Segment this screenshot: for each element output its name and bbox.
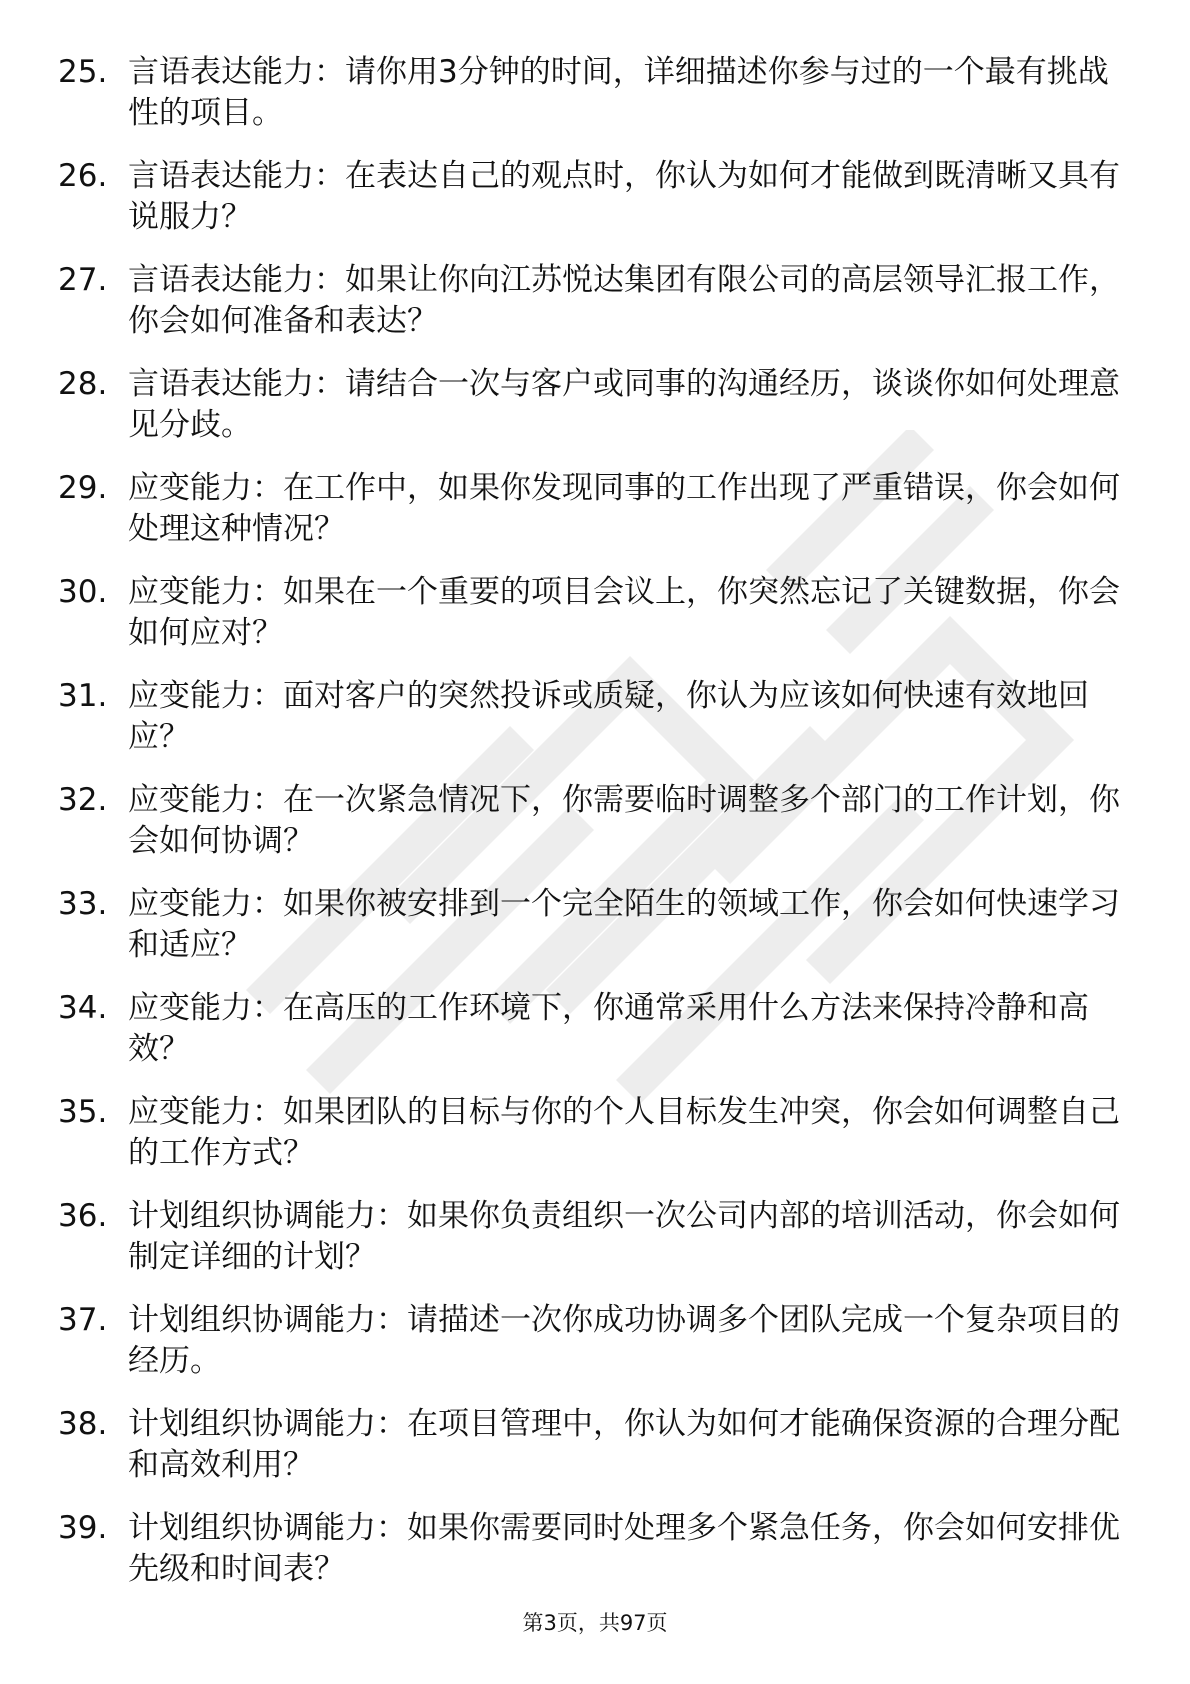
question-number: 30. xyxy=(58,574,108,610)
question-item xyxy=(58,364,1138,468)
question-number: 36. xyxy=(58,1198,108,1234)
question-text: 计划组织协调能力：如果你需要同时处理多个紧急任务，你会如何安排优先级和时间表？ xyxy=(128,1510,1120,1587)
question-item xyxy=(58,988,1138,1092)
question-text: 应变能力：在高压的工作环境下，你通常采用什么方法来保持冷静和高效？ xyxy=(128,990,1089,1067)
question-number: 38. xyxy=(58,1406,108,1442)
question-item xyxy=(58,676,1138,780)
question-number: 39. xyxy=(58,1510,108,1546)
question-number: 25. xyxy=(58,54,108,90)
question-text: 言语表达能力：在表达自己的观点时，你认为如何才能做到既清晰又具有说服力？ xyxy=(128,158,1120,235)
question-text: 应变能力：面对客户的突然投诉或质疑，你认为应该如何快速有效地回应？ xyxy=(128,678,1089,755)
question-text: 言语表达能力：请结合一次与客户或同事的沟通经历，谈谈你如何处理意见分歧。 xyxy=(128,366,1120,443)
question-number: 33. xyxy=(58,886,108,922)
question-item xyxy=(58,780,1138,884)
question-item xyxy=(58,572,1138,676)
question-item xyxy=(58,52,1138,156)
question-text: 应变能力：如果团队的目标与你的个人目标发生冲突，你会如何调整自己的工作方式？ xyxy=(128,1094,1120,1171)
question-text: 计划组织协调能力：在项目管理中，你认为如何才能确保资源的合理分配和高效利用？ xyxy=(128,1406,1120,1483)
question-number: 37. xyxy=(58,1302,108,1338)
question-text: 计划组织协调能力：请描述一次你成功协调多个团队完成一个复杂项目的经历。 xyxy=(128,1302,1120,1379)
question-number: 29. xyxy=(58,470,108,506)
question-text: 应变能力：如果你被安排到一个完全陌生的领域工作，你会如何快速学习和适应？ xyxy=(128,886,1120,963)
question-text: 计划组织协调能力：如果你负责组织一次公司内部的培训活动，你会如何制定详细的计划？ xyxy=(128,1198,1120,1275)
question-number: 32. xyxy=(58,782,108,818)
question-text: 应变能力：在工作中，如果你发现同事的工作出现了严重错误，你会如何处理这种情况？ xyxy=(128,470,1120,547)
question-item xyxy=(58,260,1138,364)
question-item xyxy=(58,1092,1138,1196)
question-number: 28. xyxy=(58,366,108,402)
question-number: 34. xyxy=(58,990,108,1026)
question-list xyxy=(58,52,1138,1612)
question-number: 31. xyxy=(58,678,108,714)
question-item xyxy=(58,468,1138,572)
question-item xyxy=(58,884,1138,988)
question-item xyxy=(58,1404,1138,1508)
question-number: 35. xyxy=(58,1094,108,1130)
question-number: 26. xyxy=(58,158,108,194)
page-number: 第3页，共97页 xyxy=(522,1611,668,1635)
question-text: 应变能力：如果在一个重要的项目会议上，你突然忘记了关键数据，你会如何应对？ xyxy=(128,574,1120,651)
question-text: 言语表达能力：请你用3分钟的时间，详细描述你参与过的一个最有挑战性的项目。 xyxy=(128,54,1109,131)
question-item xyxy=(58,156,1138,260)
question-text: 言语表达能力：如果让你向江苏悦达集团有限公司的高层领导汇报工作，你会如何准备和表达？ xyxy=(128,262,1120,339)
question-number: 27. xyxy=(58,262,108,298)
question-item xyxy=(58,1196,1138,1300)
question-text: 应变能力：在一次紧急情况下，你需要临时调整多个部门的工作计划，你会如何协调？ xyxy=(128,782,1120,859)
question-item xyxy=(58,1508,1138,1612)
question-item xyxy=(58,1300,1138,1404)
